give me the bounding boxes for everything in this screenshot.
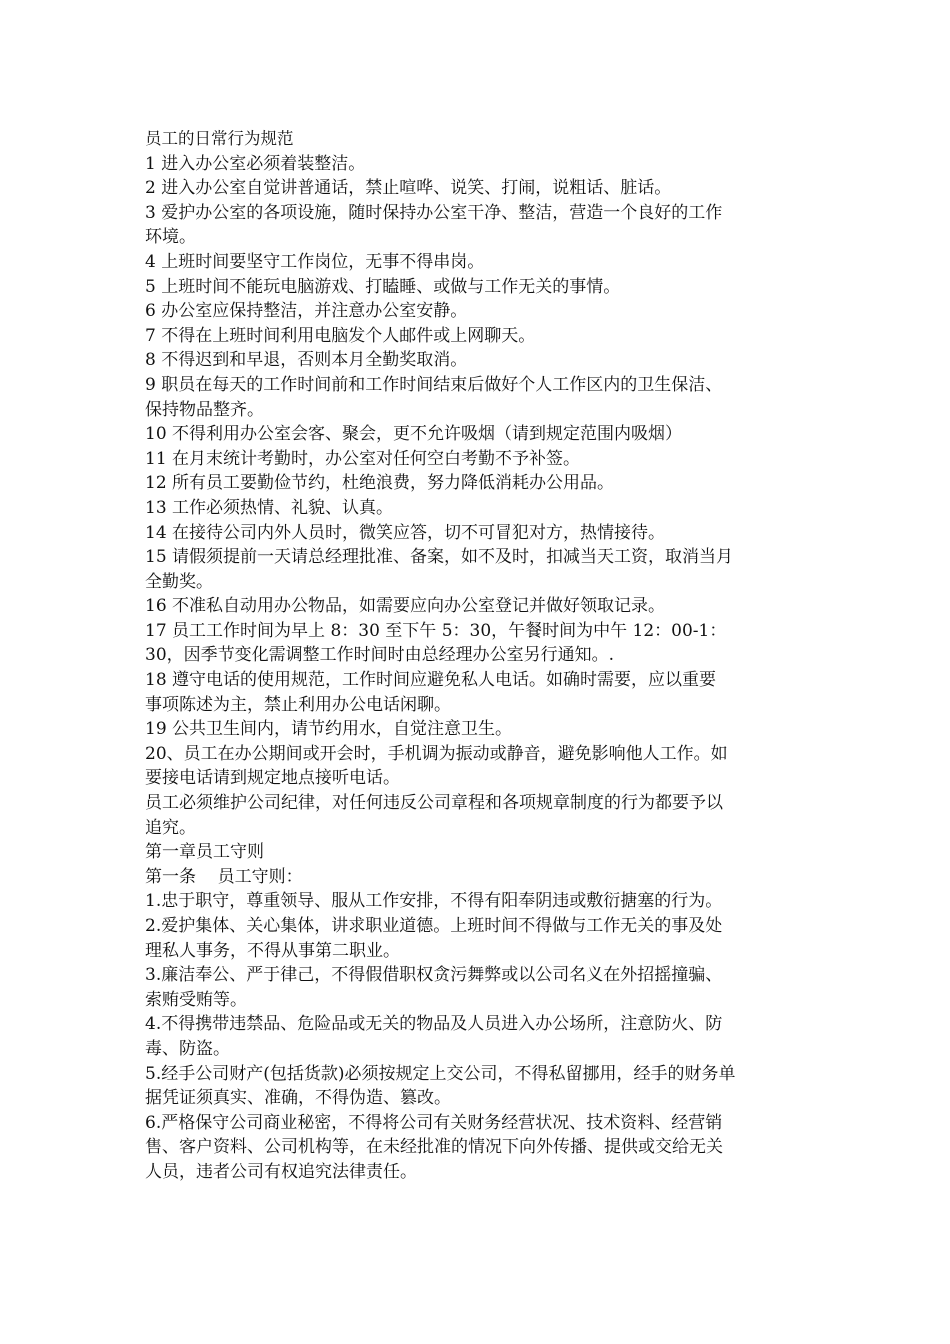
document-line: 全勤奖。 [145,571,213,592]
document-line: 3.廉洁奉公、严于律己，不得假借职权贪污舞弊或以公司名义在外招摇撞骗、 [145,965,723,986]
document-line: 保持物品整齐。 [145,399,264,420]
document-line: 7 不得在上班时间利用电脑发个人邮件或上网聊天。 [145,325,536,346]
document-line: 20、员工在办公期间或开会时，手机调为振动或静音，避免影响他人工作。如 [145,743,728,764]
document-line: 5 上班时间不能玩电脑游戏、打瞌睡、或做与工作无关的事情。 [145,276,621,297]
document-line: 索贿受贿等。 [145,989,247,1010]
document-line: 第一章员工守则 [145,842,264,863]
document-line: 6 办公室应保持整洁，并注意办公室安静。 [145,301,468,322]
document-line: 4.不得携带违禁品、危险品或无关的物品及人员进入办公场所，注意防火、防 [145,1014,723,1035]
document-line: 2.爱护集体、关心集体，讲求职业道德。上班时间不得做与工作无关的事及处 [145,916,723,936]
document-page [145,127,810,1185]
document-line: 5.经手公司财产(包括货款)必须按规定上交公司，不得私留挪用，经手的财务单 [145,1063,736,1084]
document-line: 18 遵守电话的使用规范，工作时间应避免私人电话。如确时需要，应以重要 [145,670,717,691]
document-line: 16 不准私自动用办公物品，如需要应向办公室登记并做好领取记录。 [145,596,666,617]
document-line: 事项陈述为主，禁止利用办公电话闲聊。 [145,694,451,715]
document-line: 12 所有员工要勤俭节约，杜绝浪费，努力降低消耗办公用品。 [145,473,615,494]
document-line: 17 员工工作时间为早上 8：30 至下午 5：30，午餐时间为中午 12：00-1： [145,620,727,641]
document-line: 人员，违者公司有权追究法律责任。 [145,1161,417,1182]
document-line: 4 上班时间要坚守工作岗位，无事不得串岗。 [145,251,485,272]
document-line: 10 不得利用办公室会客、聚会，更不允许吸烟（请到规定范围内吸烟） [145,424,683,445]
document-line: 13 工作必须热情、礼貌、认真。 [145,497,394,518]
document-line: 售、客户资料、公司机构等，在未经批准的情况下向外传播、提供或交给无关 [145,1137,723,1158]
document-body [145,152,810,1185]
document-line: 员工必须维护公司纪律，对任何违反公司章程和各项规章制度的行为都要予以 [145,793,723,814]
document-line: 环境。 [145,227,196,248]
document-line: 毒、防盗。 [145,1038,230,1059]
document-line: 1.忠于职守，尊重领导、服从工作安排，不得有阳奉阴违或敷衍搪塞的行为。 [145,891,723,912]
document-line: 理私人事务，不得从事第二职业。 [145,940,400,961]
document-line: 第一条 员工守则： [145,866,303,887]
document-line: 19 公共卫生间内，请节约用水，自觉注意卫生。 [145,719,513,740]
document-line: 3 爱护办公室的各项设施，随时保持办公室干净、整洁，营造一个良好的工作 [145,202,723,223]
document-line: 8 不得迟到和早退，否则本月全勤奖取消。 [145,350,468,371]
document-line: 据凭证须真实、准确，不得伪造、篡改。 [145,1088,451,1109]
document-title: 员工的日常行为规范 [145,129,294,148]
document-line: 6.严格保守公司商业秘密，不得将公司有关财务经营状况、技术资料、经营销 [145,1112,723,1133]
document-line: 要接电话请到规定地点接听电话。 [145,768,400,789]
document-line: 14 在接待公司内外人员时，微笑应答，切不可冒犯对方，热情接待。 [145,522,666,543]
document-line: 追究。 [145,817,196,838]
document-line: 15 请假须提前一天请总经理批准、备案，如不及时，扣减当天工资，取消当月 [145,547,734,568]
document-line: 30，因季节变化需调整工作时间时由总经理办公室另行通知。. [145,645,615,666]
document-line: 1 进入办公室必须着装整洁。 [145,153,366,174]
document-line: 11 在月末统计考勤时，办公室对任何空白考勤不予补签。 [145,448,581,469]
document-line: 9 职员在每天的工作时间前和工作时间结束后做好个人工作区内的卫生保洁、 [145,374,723,395]
document-line: 2 进入办公室自觉讲普通话，禁止喧哗、说笑、打闹，说粗话、脏话。 [145,178,672,199]
